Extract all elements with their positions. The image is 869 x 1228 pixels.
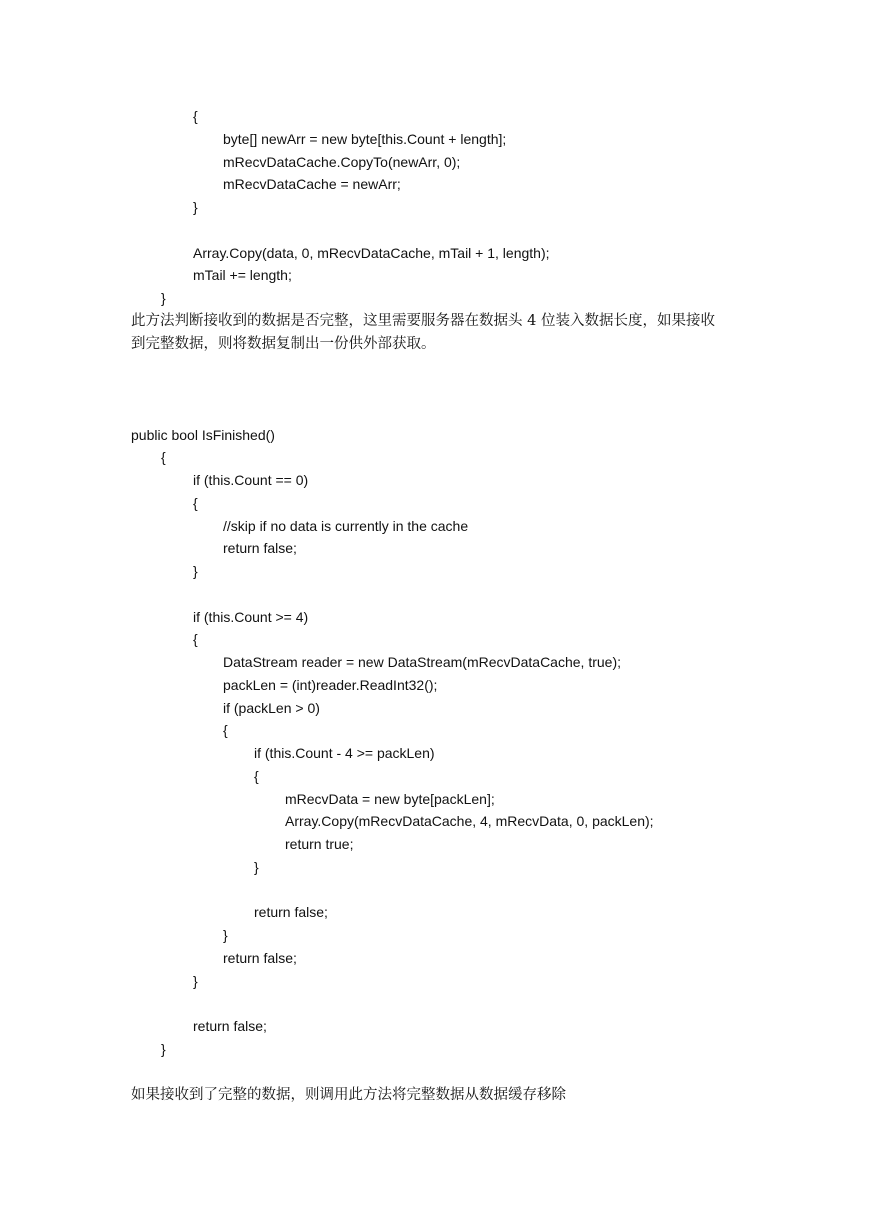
code-line: if (this.Count >= 4)	[193, 609, 309, 625]
code-line: {	[161, 449, 166, 465]
code-line: return true;	[285, 836, 354, 852]
code-line: byte[] newArr = new byte[this.Count + length];	[223, 131, 507, 147]
code-line: Array.Copy(mRecvDataCache, 4, mRecvData, 0, packLen);	[285, 813, 654, 829]
code-line: DataStream reader = new DataStream(mRecvDataCache, true);	[223, 654, 621, 670]
code-line: Array.Copy(data, 0, mRecvDataCache, mTail + 1, length);	[193, 245, 550, 261]
paragraph-text: 到完整数据，则将数据复制出一份供外部获取。	[131, 336, 436, 352]
code-line: mRecvData = new byte[packLen];	[285, 791, 495, 807]
code-line: return false;	[223, 540, 297, 556]
code-line: {	[193, 631, 198, 647]
code-line: }	[193, 199, 198, 215]
code-line: if (packLen > 0)	[223, 700, 320, 716]
code-line: }	[193, 973, 198, 989]
code-line: return false;	[193, 1018, 267, 1034]
code-line: {	[193, 108, 198, 124]
code-line: {	[223, 722, 228, 738]
code-line: mRecvDataCache = newArr;	[223, 176, 401, 192]
code-line: packLen = (int)reader.ReadInt32();	[223, 677, 438, 693]
code-line: mTail += length;	[193, 267, 292, 283]
code-line: return false;	[223, 950, 297, 966]
code-line: }	[254, 859, 259, 875]
code-line: if (this.Count - 4 >= packLen)	[254, 745, 435, 761]
code-line: {	[193, 495, 198, 511]
code-line: if (this.Count == 0)	[193, 472, 309, 488]
code-line: //skip if no data is currently in the cache	[223, 518, 469, 534]
code-line: }	[161, 290, 166, 306]
code-line: }	[193, 563, 198, 579]
code-line: return false;	[254, 904, 328, 920]
code-line: mRecvDataCache.CopyTo(newArr, 0);	[223, 154, 461, 170]
paragraph-text: 此方法判断接收到的数据是否完整，这里需要服务器在数据头 4 位装入数据长度，如果接收	[131, 313, 715, 329]
code-line: }	[161, 1041, 166, 1057]
code-line: }	[223, 927, 228, 943]
paragraph-text: 如果接收到了完整的数据，则调用此方法将完整数据从数据缓存移除	[131, 1087, 566, 1103]
code-line: public bool IsFinished()	[131, 427, 275, 443]
code-line: {	[254, 768, 259, 784]
